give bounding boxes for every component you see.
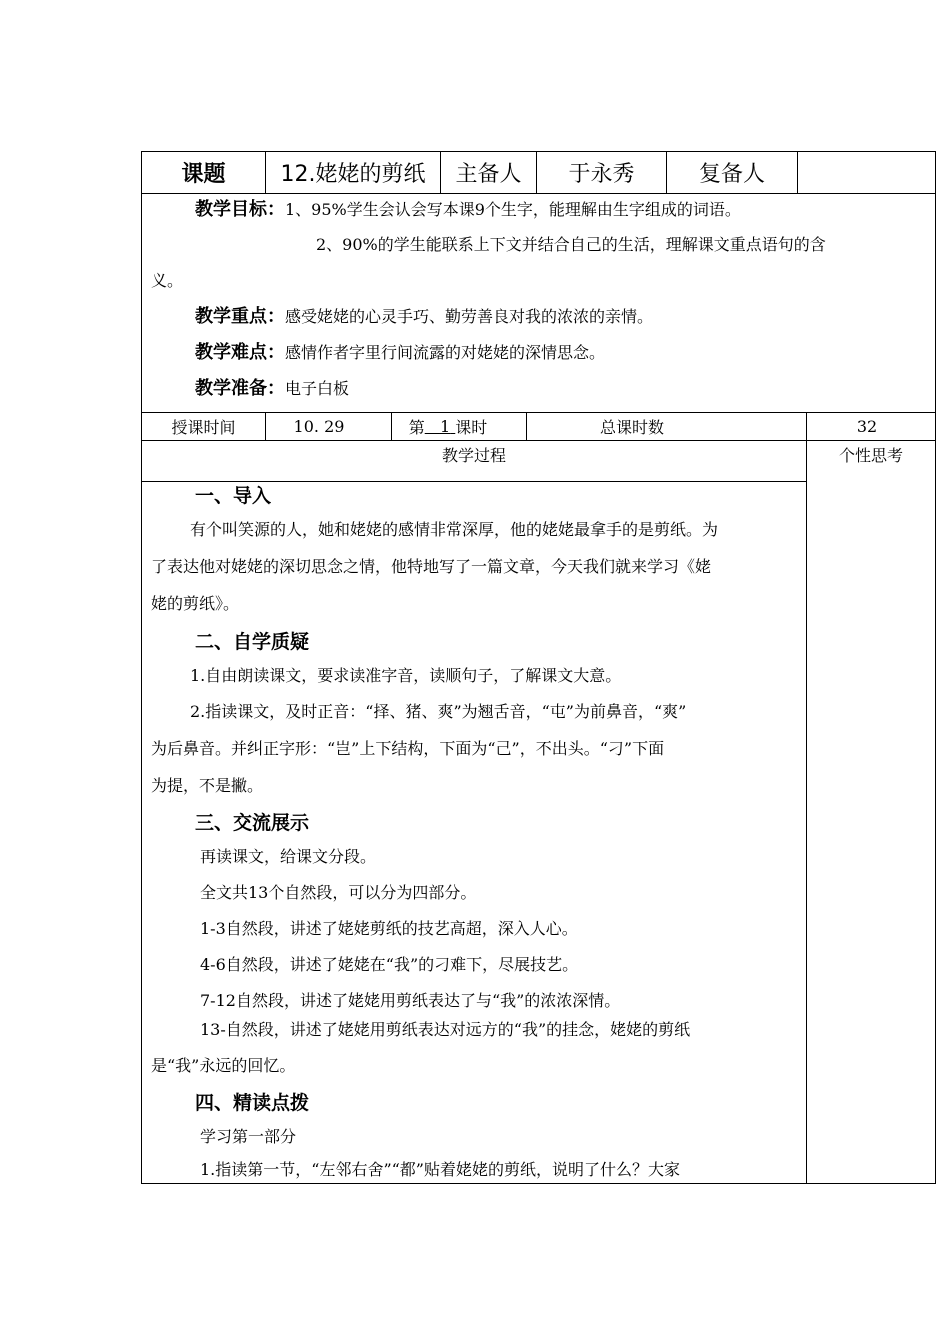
section-1-title: 一、导入 (195, 485, 272, 507)
s1-paragraph-line-3: 姥的剪纸》。 (151, 594, 240, 613)
s2-item-2-line-1: 2.指读课文，及时正音：“择、猪、爽”为翘舌音，“屯”为前鼻音，“爽” (190, 702, 687, 721)
co-preparer-value (798, 152, 935, 193)
objective-1: 1、95%学生会认会写本课9个生字，能理解由生字组成的词语。 (285, 200, 741, 219)
s2-item-1: 1.自由朗读课文，要求读准字音，读顺句子，了解课文大意。 (190, 666, 622, 685)
section-3-title: 三、交流展示 (195, 812, 310, 834)
lesson-number-value: 1 (439, 417, 451, 436)
process-header: 教学过程 (441, 445, 506, 465)
objective-2-line-2: 义。 (151, 271, 184, 290)
class-time-value: 10. 29 (293, 417, 345, 436)
key-point-label: 教学重点： (195, 306, 285, 327)
objective-2-line-1: 2、90%的学生能联系上下文并结合自己的生活，理解课文重点语句的含 (316, 235, 826, 254)
s1-paragraph-line-1: 有个叫笑源的人，她和姥姥的感情非常深厚，他的姥姥最拿手的是剪纸。为 (190, 520, 719, 539)
s3-line-1: 再读课文，给课文分段。 (200, 847, 377, 866)
s3-line-6: 13-自然段，讲述了姥姥用剪纸表达对远方的“我”的挂念，姥姥的剪纸 (200, 1020, 691, 1039)
co-preparer-label: 复备人 (698, 162, 765, 187)
s2-item-2-line-2: 为后鼻音。并纠正字形：“岂”上下结构，下面为“己”，不出头。“刁”下面 (151, 739, 665, 758)
s4-line-1: 学习第一部分 (200, 1127, 297, 1146)
class-time-label: 授课时间 (171, 418, 236, 437)
s4-line-2: 1.指读第一节，“左邻右舍”“都”贴着姥姥的剪纸，说明了什么？大家 (200, 1160, 680, 1179)
s2-item-2-line-3: 为提，不是撇。 (151, 776, 264, 795)
border-left (141, 151, 142, 1184)
border-process-header-bottom (141, 481, 806, 482)
difficulty-line (195, 341, 605, 365)
main-preparer-label: 主备人 (455, 162, 522, 187)
border-bottom (141, 1183, 806, 1184)
border-bottom-right (806, 1183, 936, 1184)
difficulty-label: 教学难点： (195, 342, 285, 363)
main-preparer-value: 于永秀 (568, 162, 635, 187)
preparation-label: 教学准备： (195, 378, 285, 399)
difficulty-text: 感情作者字里行间流露的对姥姥的深情思念。 (285, 343, 606, 362)
thinking-header: 个性思考 (838, 445, 903, 465)
lesson-suffix: 课时 (455, 418, 488, 437)
total-lessons-label: 总课时数 (599, 418, 664, 437)
border-row1-bottom (141, 193, 936, 194)
key-point-line (195, 305, 653, 329)
total-lessons-value: 32 (856, 417, 878, 436)
s3-line-4: 4-6自然段，讲述了姥姥在“我”的刁难下，尽展技艺。 (200, 955, 579, 974)
s3-line-5: 7-12自然段，讲述了姥姥用剪纸表达了与“我”的浓浓深情。 (200, 991, 621, 1010)
s1-paragraph-line-2: 了表达他对姥姥的深切思念之情，他特地写了一篇文章，今天我们就来学习《姥 (151, 557, 712, 576)
topic-value: 12.姥姥的剪纸 (280, 162, 426, 187)
topic-label: 课题 (181, 162, 226, 187)
objectives-label: 教学目标： (195, 199, 285, 220)
section-2-title: 二、自学质疑 (195, 631, 310, 653)
key-point-text: 感受姥姥的心灵手巧、勤劳善良对我的浓浓的亲情。 (285, 307, 654, 326)
lesson-number (392, 413, 504, 440)
section-4-title: 四、精读点拨 (195, 1092, 310, 1114)
border-process-divider (806, 440, 807, 1184)
objectives-line-1 (195, 198, 741, 222)
border-right (935, 151, 936, 1184)
s3-line-2: 全文共13个自然段，可以分为四部分。 (200, 883, 477, 902)
s3-line-3: 1-3自然段，讲述了姥姥剪纸的技艺高超，深入人心。 (200, 919, 578, 938)
preparation-text: 电子白板 (285, 379, 350, 398)
s3-line-7: 是“我”永远的回忆。 (151, 1056, 296, 1075)
lesson-prefix: 第 (408, 418, 425, 437)
preparation-line (195, 377, 349, 401)
